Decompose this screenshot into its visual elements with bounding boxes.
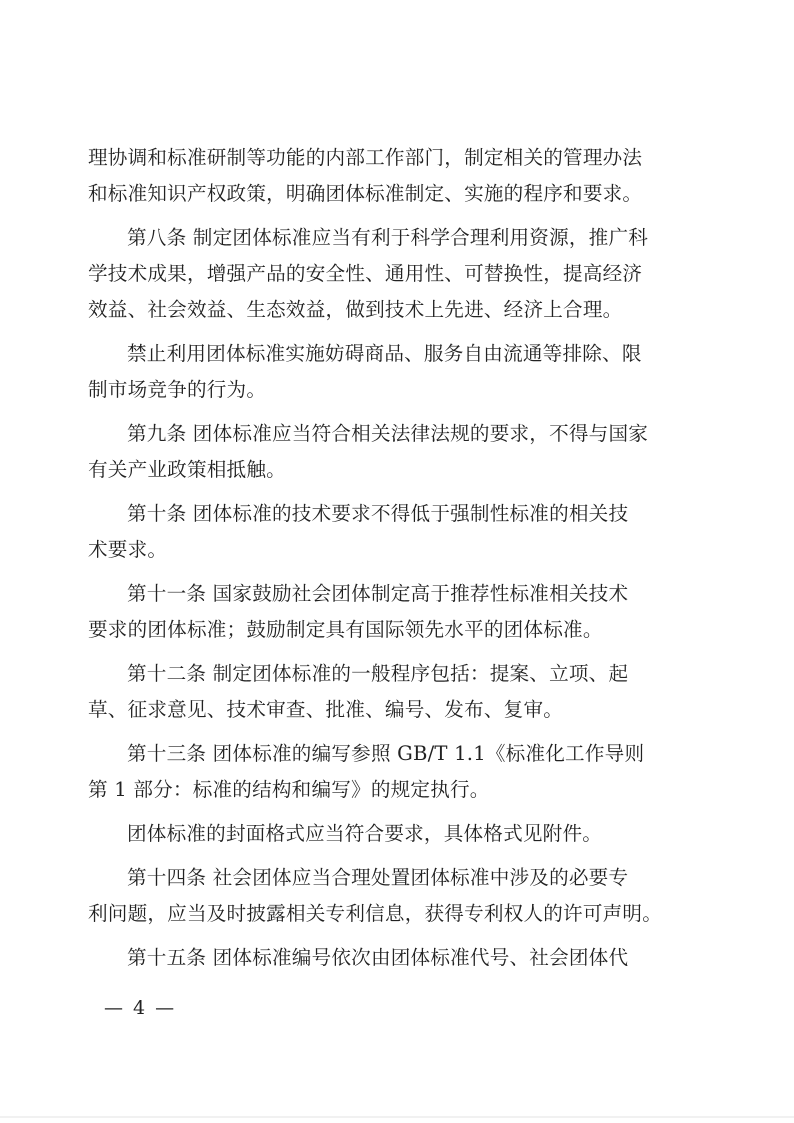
- text-line: 第 1 部分：标准的结构和编写》的规定执行。: [88, 778, 490, 801]
- article-13-line: 第十三条 团体标准的编写参照 GB/T 1.1《标准化工作导则: [127, 742, 645, 765]
- text-line: 效益、社会效益、生态效益，做到技术上先进、经济上合理。: [88, 298, 623, 321]
- article-12-line: 第十二条 制定团体标准的一般程序包括：提案、立项、起: [127, 662, 629, 685]
- text-line: 术要求。: [88, 538, 168, 561]
- text-line: 草、征求意见、技术审查、批准、编号、发布、复审。: [88, 698, 564, 721]
- article-8-line: 第八条 制定团体标准应当有利于科学合理利用资源，推广科: [127, 226, 649, 249]
- text-line: 有关产业政策相抵触。: [88, 458, 286, 481]
- text-line: 理协调和标准研制等功能的内部工作部门，制定相关的管理办法: [88, 146, 643, 169]
- text-line: 利问题，应当及时披露相关专利信息，获得专利权人的许可声明。: [88, 902, 663, 925]
- paragraph-start-line: 团体标准的封面格式应当符合要求，具体格式见附件。: [127, 822, 603, 845]
- text-line: 学技术成果，增强产品的安全性、通用性、可替换性，提高经济: [88, 262, 643, 285]
- text-line: 和标准知识产权政策，明确团体标准制定、实施的程序和要求。: [88, 182, 643, 205]
- page-number: — 4 —: [104, 997, 177, 1019]
- article-14-line: 第十四条 社会团体应当合理处置团体标准中涉及的必要专: [127, 866, 629, 889]
- article-11-line: 第十一条 国家鼓励社会团体制定高于推荐性标准相关技术: [127, 582, 629, 605]
- paragraph-start-line: 禁止利用团体标准实施妨碍商品、服务自由流通等排除、限: [127, 342, 642, 365]
- article-9-line: 第九条 团体标准应当符合相关法律法规的要求，不得与国家: [127, 422, 649, 445]
- body-text: [88, 140, 686, 976]
- article-10-line: 第十条 团体标准的技术要求不得低于强制性标准的相关技: [127, 502, 629, 525]
- text-line: 制市场竞争的行为。: [88, 378, 267, 401]
- text-line: 要求的团体标准；鼓励制定具有国际领先水平的团体标准。: [88, 618, 603, 641]
- page-bottom-edge: [0, 1116, 794, 1118]
- article-15-line: 第十五条 团体标准编号依次由团体标准代号、社会团体代: [127, 946, 629, 969]
